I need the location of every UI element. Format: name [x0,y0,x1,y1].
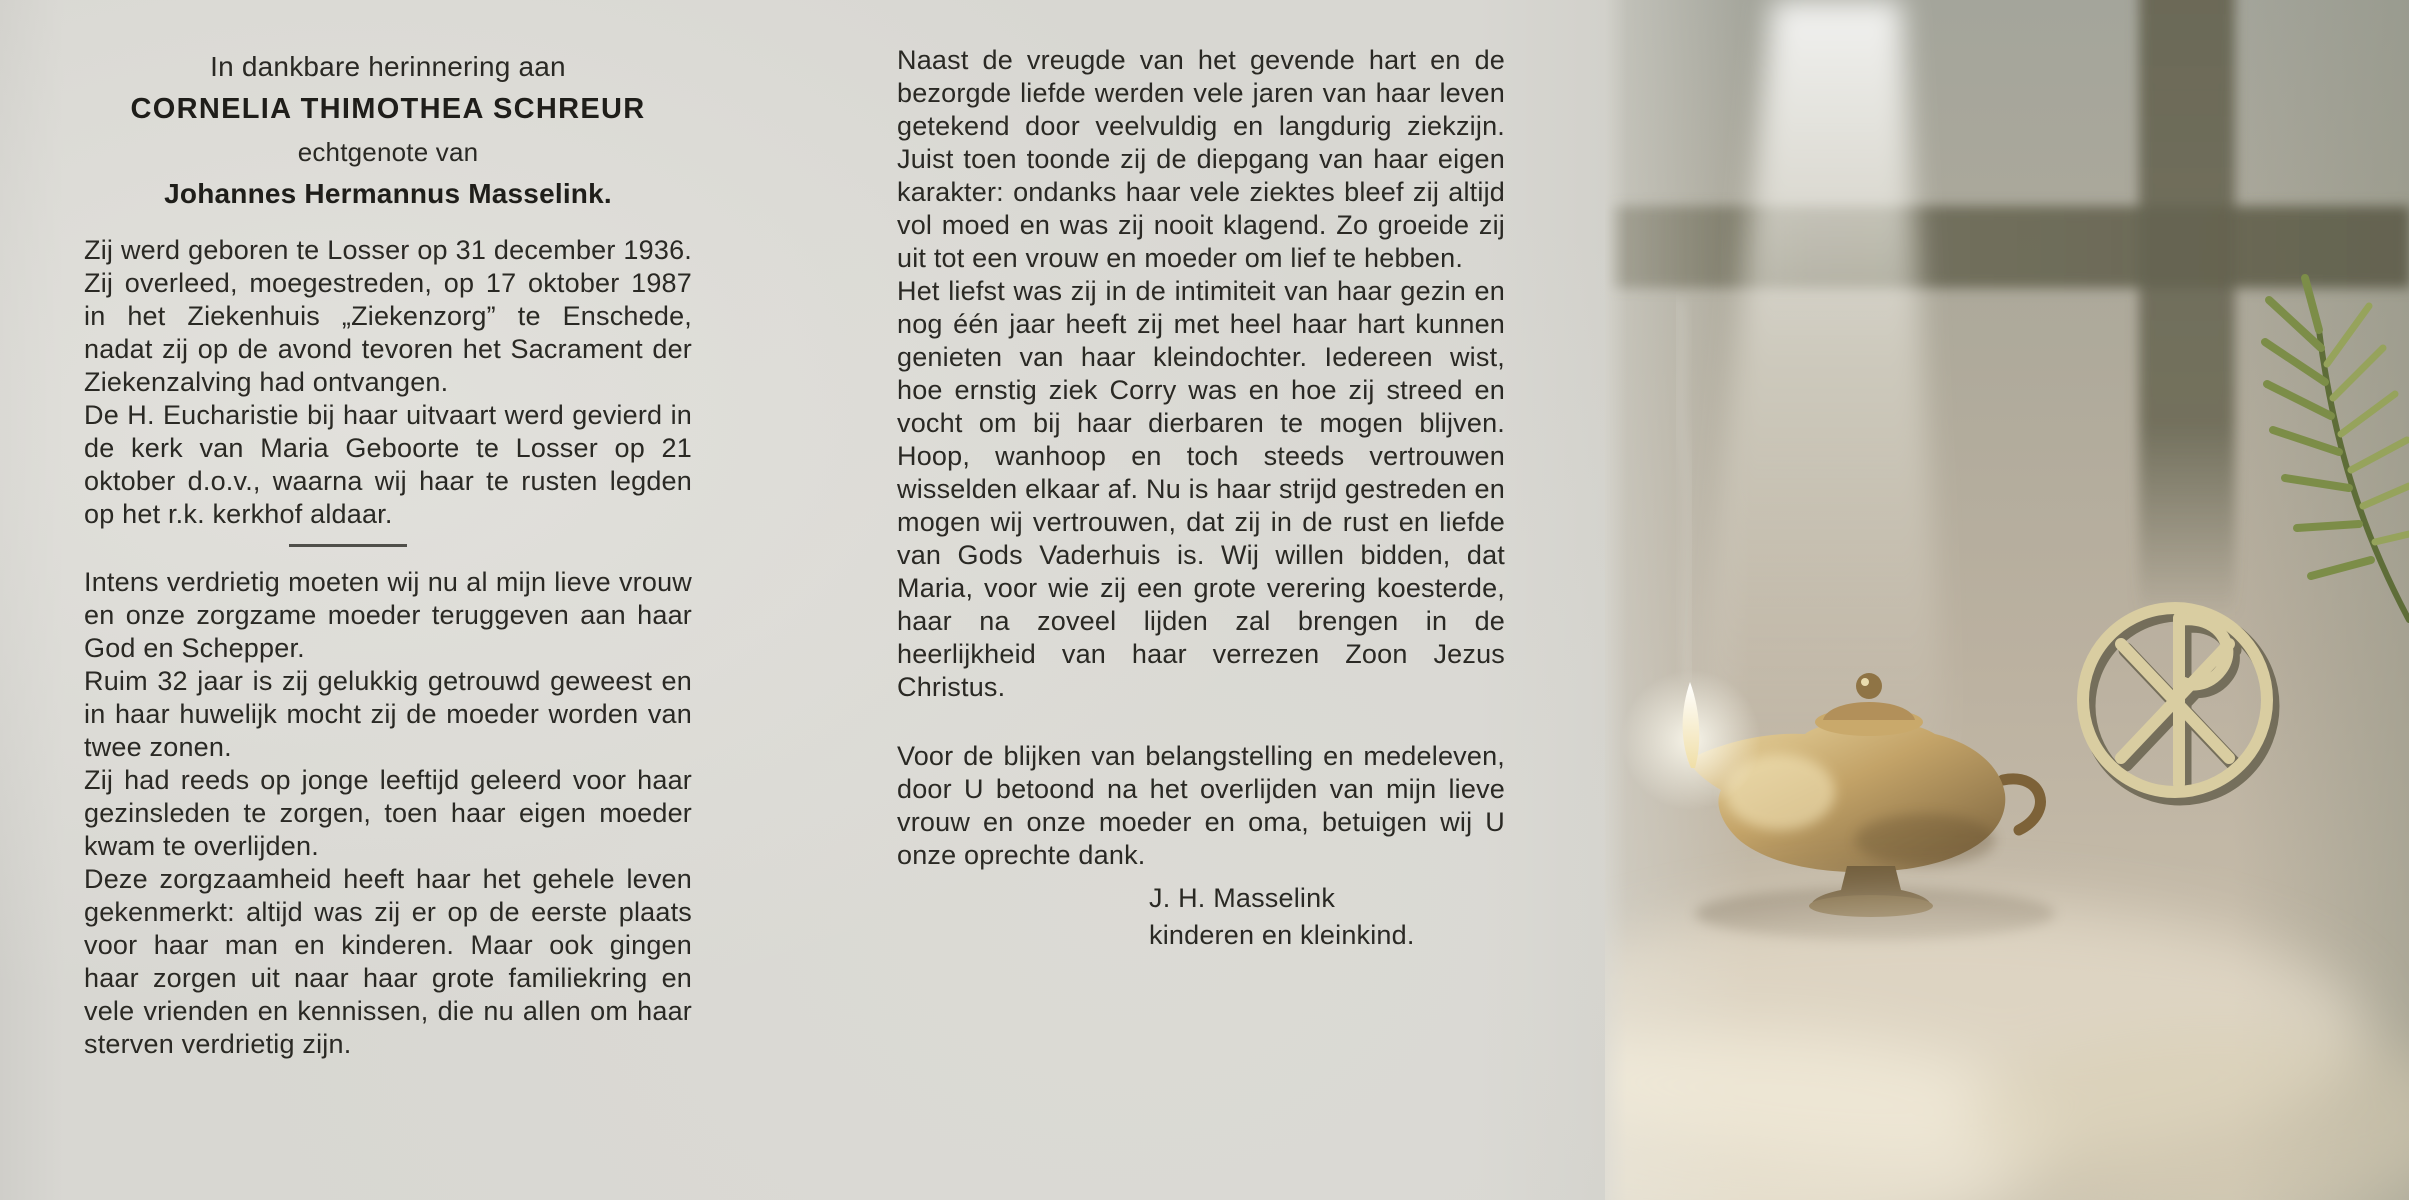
signature-block [1149,880,1505,954]
paragraph-funeral: De H. Eucharistie bij haar uitvaart werd gevierd in de kerk van Maria Geboorte te Losser op 21 oktober d.o.v., waarna wij haar te rusten legden op het r.k. kerkhof aldaar. [84,400,692,529]
paragraph-thanks: Voor de blijken van belangstelling en medeleven, door U betoond na het overlijden van mijn lieve vrouw en onze moeder en oma, betuigen wij U onze oprechte dank. [897,741,1505,870]
paragraph-grief: Intens verdrietig moeten wij nu al mijn lieve vrouw en onze zorgzame moeder teruggeven aan haar God en Schepper. [84,567,692,663]
painting-canvas [1605,0,2409,1200]
paragraph-birth-death: Zij werd geboren te Losser op 31 december 1936. Zij overleed, moegestreden, op 17 oktober 1987 in het Ziekenhuis „Ziekenzorg” te Enschede, nadat zij op de avond tevoren het Sacrament der Ziekenzalving had ontvangen. [84,235,692,397]
right-page [897,44,1505,1172]
deceased-name: CORNELIA THIMOTHEA SCHREUR [130,93,646,125]
signature-name: J. H. Masselink [1149,883,1336,913]
fold-edge [1605,0,1627,1200]
signature-sub: kinderen en kleinkind. [1149,920,1415,950]
paragraph-care: Deze zorgzaamheid heeft haar het gehele leven gekenmerkt: altijd was zij er op de eerste plaats voor haar man en kinderen. Maar ook gingen haar zorgen uit naar haar grote familiekring en vele vrienden en kennissen, die nu allen om haar sterven verdrietig zijn. [84,864,692,1059]
left-page [84,44,692,1172]
memorial-header [84,50,692,210]
paragraph-youth: Zij had reeds op jonge leeftijd geleerd voor haar gezinsleden te zorgen, toen haar eigen moeder kwam te overlijden. [84,765,692,861]
paragraph-illness: Naast de vreugde van het gevende hart en de bezorgde liefde werden vele jaren van haar leven getekend door veelvuldig en langdurig ziekzijn. Juist toen toonde zij de diepgang van haar eigen karakter: ondanks haar vele ziektes bleef zij altijd vol moed en was zij nooit klagend. Zo groeide zij uit tot een vrouw en moeder om lief te hebben. [897,45,1505,273]
paragraph-marriage: Ruim 32 jaar is zij gelukkig getrouwd geweest en in haar huwelijk mocht zij de moeder worden van twee zonen. [84,666,692,762]
divider-line [289,544,407,547]
paragraph-faith: Het liefst was zij in de intimiteit van haar gezin en nog één jaar heeft zij met heel haar hart kunnen genieten van haar kleindochter. Iedereen wist, hoe ernstig ziek Corry was en hoe zij streed en vocht om bij haar dierbaren te mogen blijven. Hoop, wanhoop en toch steeds vertrouwen wisselden elkaar af. Nu is haar strijd gestreden en mogen wij vertrouwen, dat zij in de rust en liefde van Gods Vaderhuis is. Wij willen bidden, dat Maria, voor wie zij een grote verering koesterde, haar na zoveel lijden zal brengen in de heerlijkheid van haar verrezen Zoon Jezus Christus. [897,276,1505,702]
spouse-name: Johannes Hermannus Masselink. [164,178,612,209]
memorial-painting [1605,0,2409,1200]
relation-line: echtgenote van [297,137,479,167]
intro-line: In dankbare herinnering aan [210,51,566,82]
